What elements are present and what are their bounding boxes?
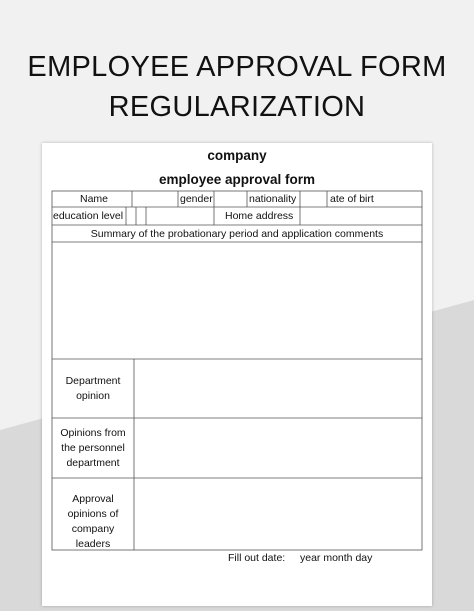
form-paper bbox=[42, 143, 432, 606]
form-subtitle: employee approval form bbox=[158, 172, 316, 187]
home-address-label: Home address bbox=[225, 210, 294, 222]
education-level-label: education level bbox=[53, 210, 124, 222]
fill-out-date-value: year month day bbox=[300, 552, 373, 564]
personnel-opinion-label: Opinions from the personnel department bbox=[60, 427, 126, 469]
department-opinion-label: Department opinion bbox=[65, 375, 121, 402]
summary-label: Summary of the probationary period and application comments bbox=[90, 228, 384, 240]
company-heading: company bbox=[207, 148, 267, 163]
banner-title-line1: EMPLOYEE APPROVAL FORM bbox=[27, 51, 447, 83]
name-label: Name bbox=[80, 193, 109, 205]
gender-label: gender bbox=[180, 193, 213, 205]
leaders-opinion-label: Approval opinions of company leaders bbox=[67, 493, 119, 550]
banner-title-line2: REGULARIZATION bbox=[108, 91, 366, 123]
fill-out-date-label: Fill out date: bbox=[228, 552, 286, 564]
date-of-birth-label: ate of birt bbox=[330, 193, 374, 205]
nationality-label: nationality bbox=[249, 193, 297, 205]
